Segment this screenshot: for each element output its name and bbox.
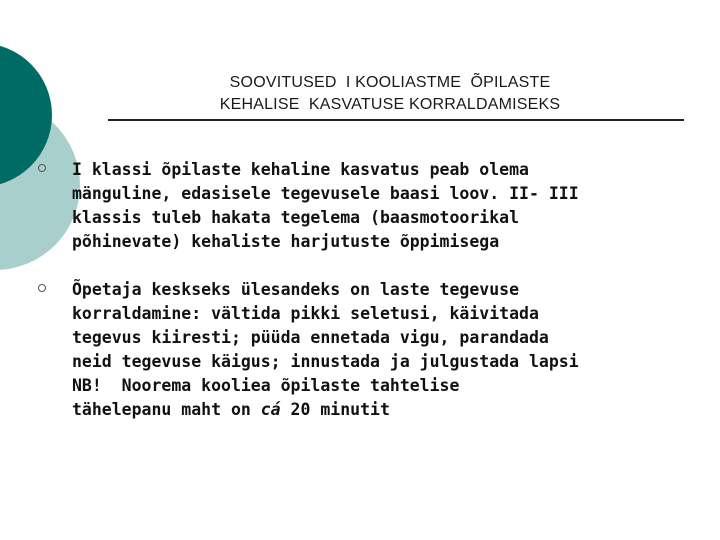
bullet-item-1: [38, 158, 698, 254]
title-line-2: KEHALISE KASVATUSE KORRALDAMISEKS: [219, 96, 561, 113]
bullet-line: tegevus kiiresti; püüda ennetada vigu, parandada: [72, 328, 549, 347]
bullet-line: Õpetaja keskseks ülesandeks on laste tegevuse: [72, 280, 520, 299]
bullet-text-italic: cá: [260, 400, 281, 419]
bullet-line: põhinevate) kehaliste harjutuste õppimisega: [72, 232, 500, 251]
bullet-item-2: [38, 278, 698, 422]
bullet-line: klassis tuleb hakata tegelema (baasmotoorikal: [72, 208, 520, 227]
title-line-1: SOOVITUSED I KOOLIASTME ÕPILASTE: [229, 74, 551, 91]
bullet-text: [72, 158, 698, 254]
bullet-line: mänguline, edasisele tegevusele baasi loov. II- III: [72, 184, 579, 203]
bullet-text-segment: 20 minutit: [280, 400, 390, 419]
title-underline: [108, 119, 684, 121]
bullet-line: I klassi õpilaste kehaline kasvatus peab olema: [72, 160, 529, 179]
bullet-line: korraldamine: vältida pikki seletusi, käivitada: [72, 304, 539, 323]
bullet-text: [72, 278, 698, 422]
decorative-circles: [0, 0, 120, 300]
bullet-circle-icon: [38, 164, 46, 172]
bullet-line-last: [72, 398, 698, 422]
bullet-text-segment: tähelepanu maht on: [72, 400, 261, 419]
bullet-circle-icon: [38, 284, 46, 292]
bullet-line: neid tegevuse käigus; innustada ja julgustada lapsi: [72, 352, 579, 371]
bullet-line: NB! Noorema kooliea õpilaste tahtelise: [72, 376, 460, 395]
slide-title: [160, 72, 620, 116]
